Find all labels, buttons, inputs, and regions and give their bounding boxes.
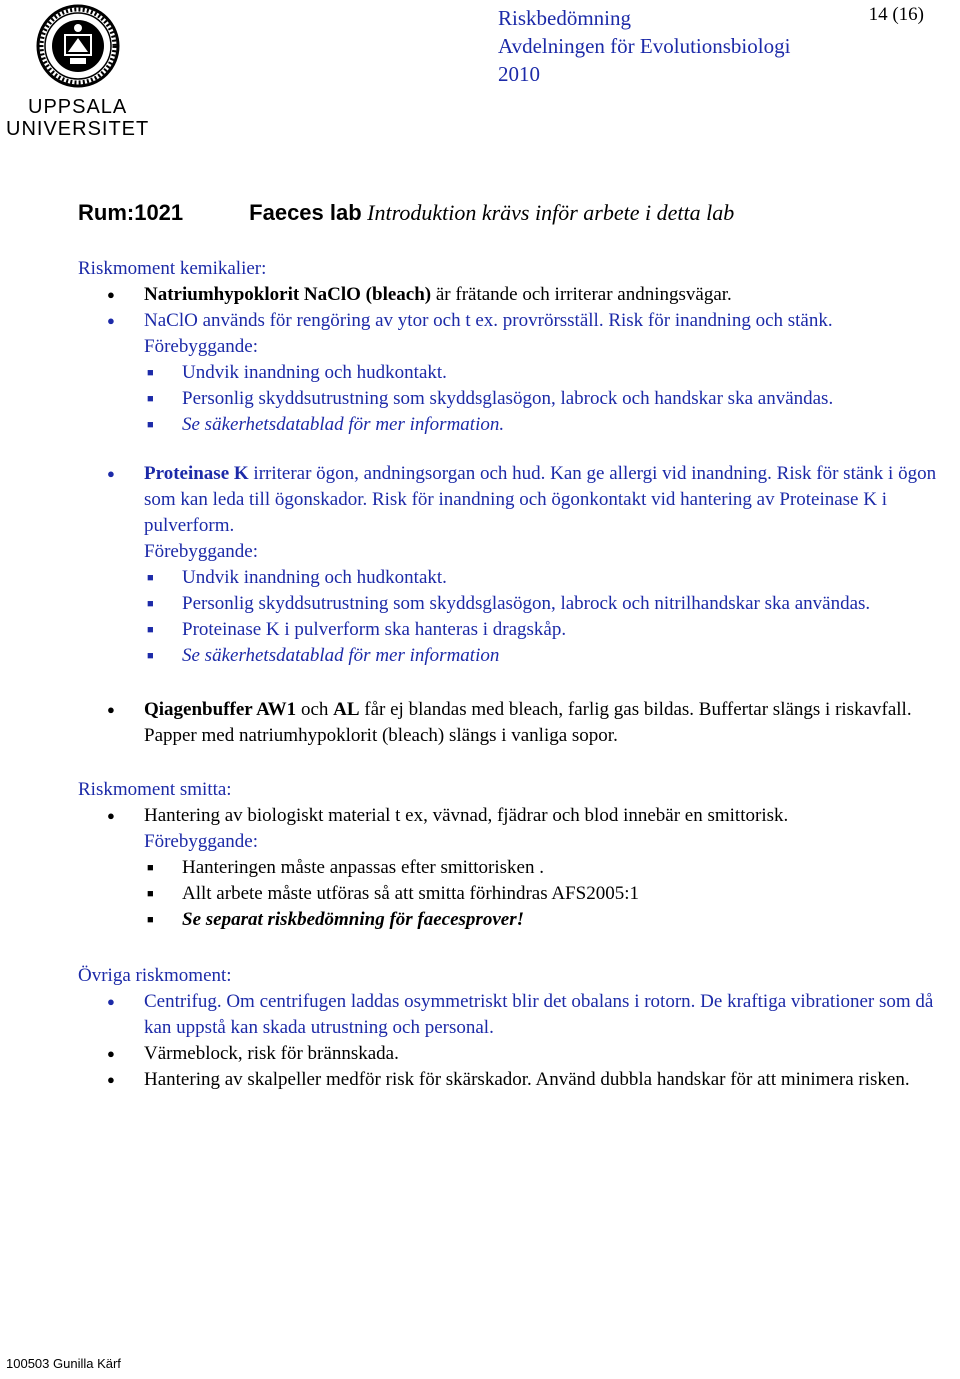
document-year: 2010: [498, 62, 540, 86]
list-item: [78, 461, 958, 669]
prevention-item: ■ Personlig skyddsutrustning som skyddsglasögon, labrock och nitrilhandskar ska användas.: [144, 591, 958, 617]
document-header: [498, 4, 838, 88]
prevention-list: [144, 855, 958, 933]
university-name-line1: UPPSALA: [28, 96, 128, 118]
prevention-item: ■ Personlig skyddsutrustning som skyddsglasögon, labrock och handskar ska användas.: [144, 386, 958, 412]
document-title: Riskbedömning: [498, 6, 632, 30]
prevention-item: ■ Undvik inandning och hudkontakt.: [144, 360, 958, 386]
prevention-list: [144, 360, 958, 438]
room-line: [78, 200, 734, 226]
chemical-name: Proteinase K: [144, 463, 249, 484]
chemical-description: är frätande och irriterar andningsvägar.: [431, 284, 732, 305]
prevention-label: Förebyggande:: [144, 336, 258, 357]
chemical-name: AL: [333, 699, 360, 720]
prevention-item: ■ Undvik inandning och hudkontakt.: [144, 565, 958, 591]
infection-description: Hantering av biologiskt material t ex, vävnad, fjädrar och blod innebär en smittorisk.: [144, 805, 789, 826]
footer-author: 100503 Gunilla Kärf: [6, 1356, 121, 1371]
prevention-item: ■ Se säkerhetsdatablad för mer information.: [144, 412, 958, 438]
department-name: Avdelningen för Evolutionsbiologi: [498, 34, 791, 58]
chemical-name: Qiagenbuffer AW1: [144, 699, 297, 720]
prevention-item: ■ Se separat riskbedömning för faecesprover!: [144, 907, 958, 933]
infection-list: [78, 803, 958, 933]
university-name-line2: UNIVERSITET: [6, 118, 150, 140]
room-name: Faeces lab: [249, 200, 362, 225]
chemical-name: Natriumhypoklorit NaClO (bleach): [144, 284, 432, 305]
other-risks-list: [78, 989, 958, 1093]
list-item: ● Hantering av skalpeller medför risk för skärskador. Använd dubbla handskar för att minimera risken.: [78, 1067, 958, 1093]
chemical-description: irriterar ögon, andningsorgan och hud. Kan ge allergi vid inandning. Risk för stänk i ögon som kan leda till ögonskador. Risk för inandning och ögonkontakt vid hantering av Proteinase K i pulverform.: [144, 463, 937, 536]
list-item: [78, 697, 958, 749]
main-content: [78, 256, 958, 1093]
list-item: ● Värmeblock, risk för brännskada.: [78, 1041, 958, 1067]
university-logo: [6, 4, 156, 144]
other-risks-heading: Övriga riskmoment:: [78, 965, 232, 986]
room-number: Rum:1021: [78, 200, 184, 225]
room-note: Introduktion krävs inför arbete i detta lab: [367, 200, 735, 225]
prevention-item: ■ Hanteringen måste anpassas efter smittorisken .: [144, 855, 958, 881]
connector-text: och: [296, 699, 334, 720]
list-item: [78, 308, 958, 438]
prevention-item: ■ Se säkerhetsdatablad för mer information: [144, 643, 958, 669]
list-item: ● Centrifug. Om centrifugen laddas osymmetriskt blir det obalans i rotorn. De kraftiga vibrationer som då kan uppstå kan skada utrustning och personal.: [78, 989, 958, 1041]
prevention-label: Förebyggande:: [144, 541, 258, 562]
chemicals-list: [78, 282, 958, 749]
chemical-description: får ej blandas med bleach, farlig gas bildas. Buffertar slängs i riskavfall. Papper med natriumhypoklorit (bleach) slängs i vanliga sopor.: [144, 699, 912, 746]
page-number: 14 (16): [868, 4, 924, 25]
list-item: [78, 282, 958, 308]
chemicals-heading: Riskmoment kemikalier:: [78, 258, 267, 279]
chemical-description: NaClO används för rengöring av ytor och t ex. provrörsställ. Risk för inandning och stänk.: [144, 310, 833, 331]
prevention-item: ■ Proteinase K i pulverform ska hanteras i dragskåp.: [144, 617, 958, 643]
prevention-item: ■ Allt arbete måste utföras så att smitta förhindras AFS2005:1: [144, 881, 958, 907]
list-item: [78, 803, 958, 933]
university-seal-icon: [34, 4, 122, 88]
prevention-label: Förebyggande:: [144, 831, 258, 852]
prevention-list: [144, 565, 958, 669]
infection-heading: Riskmoment smitta:: [78, 779, 232, 800]
